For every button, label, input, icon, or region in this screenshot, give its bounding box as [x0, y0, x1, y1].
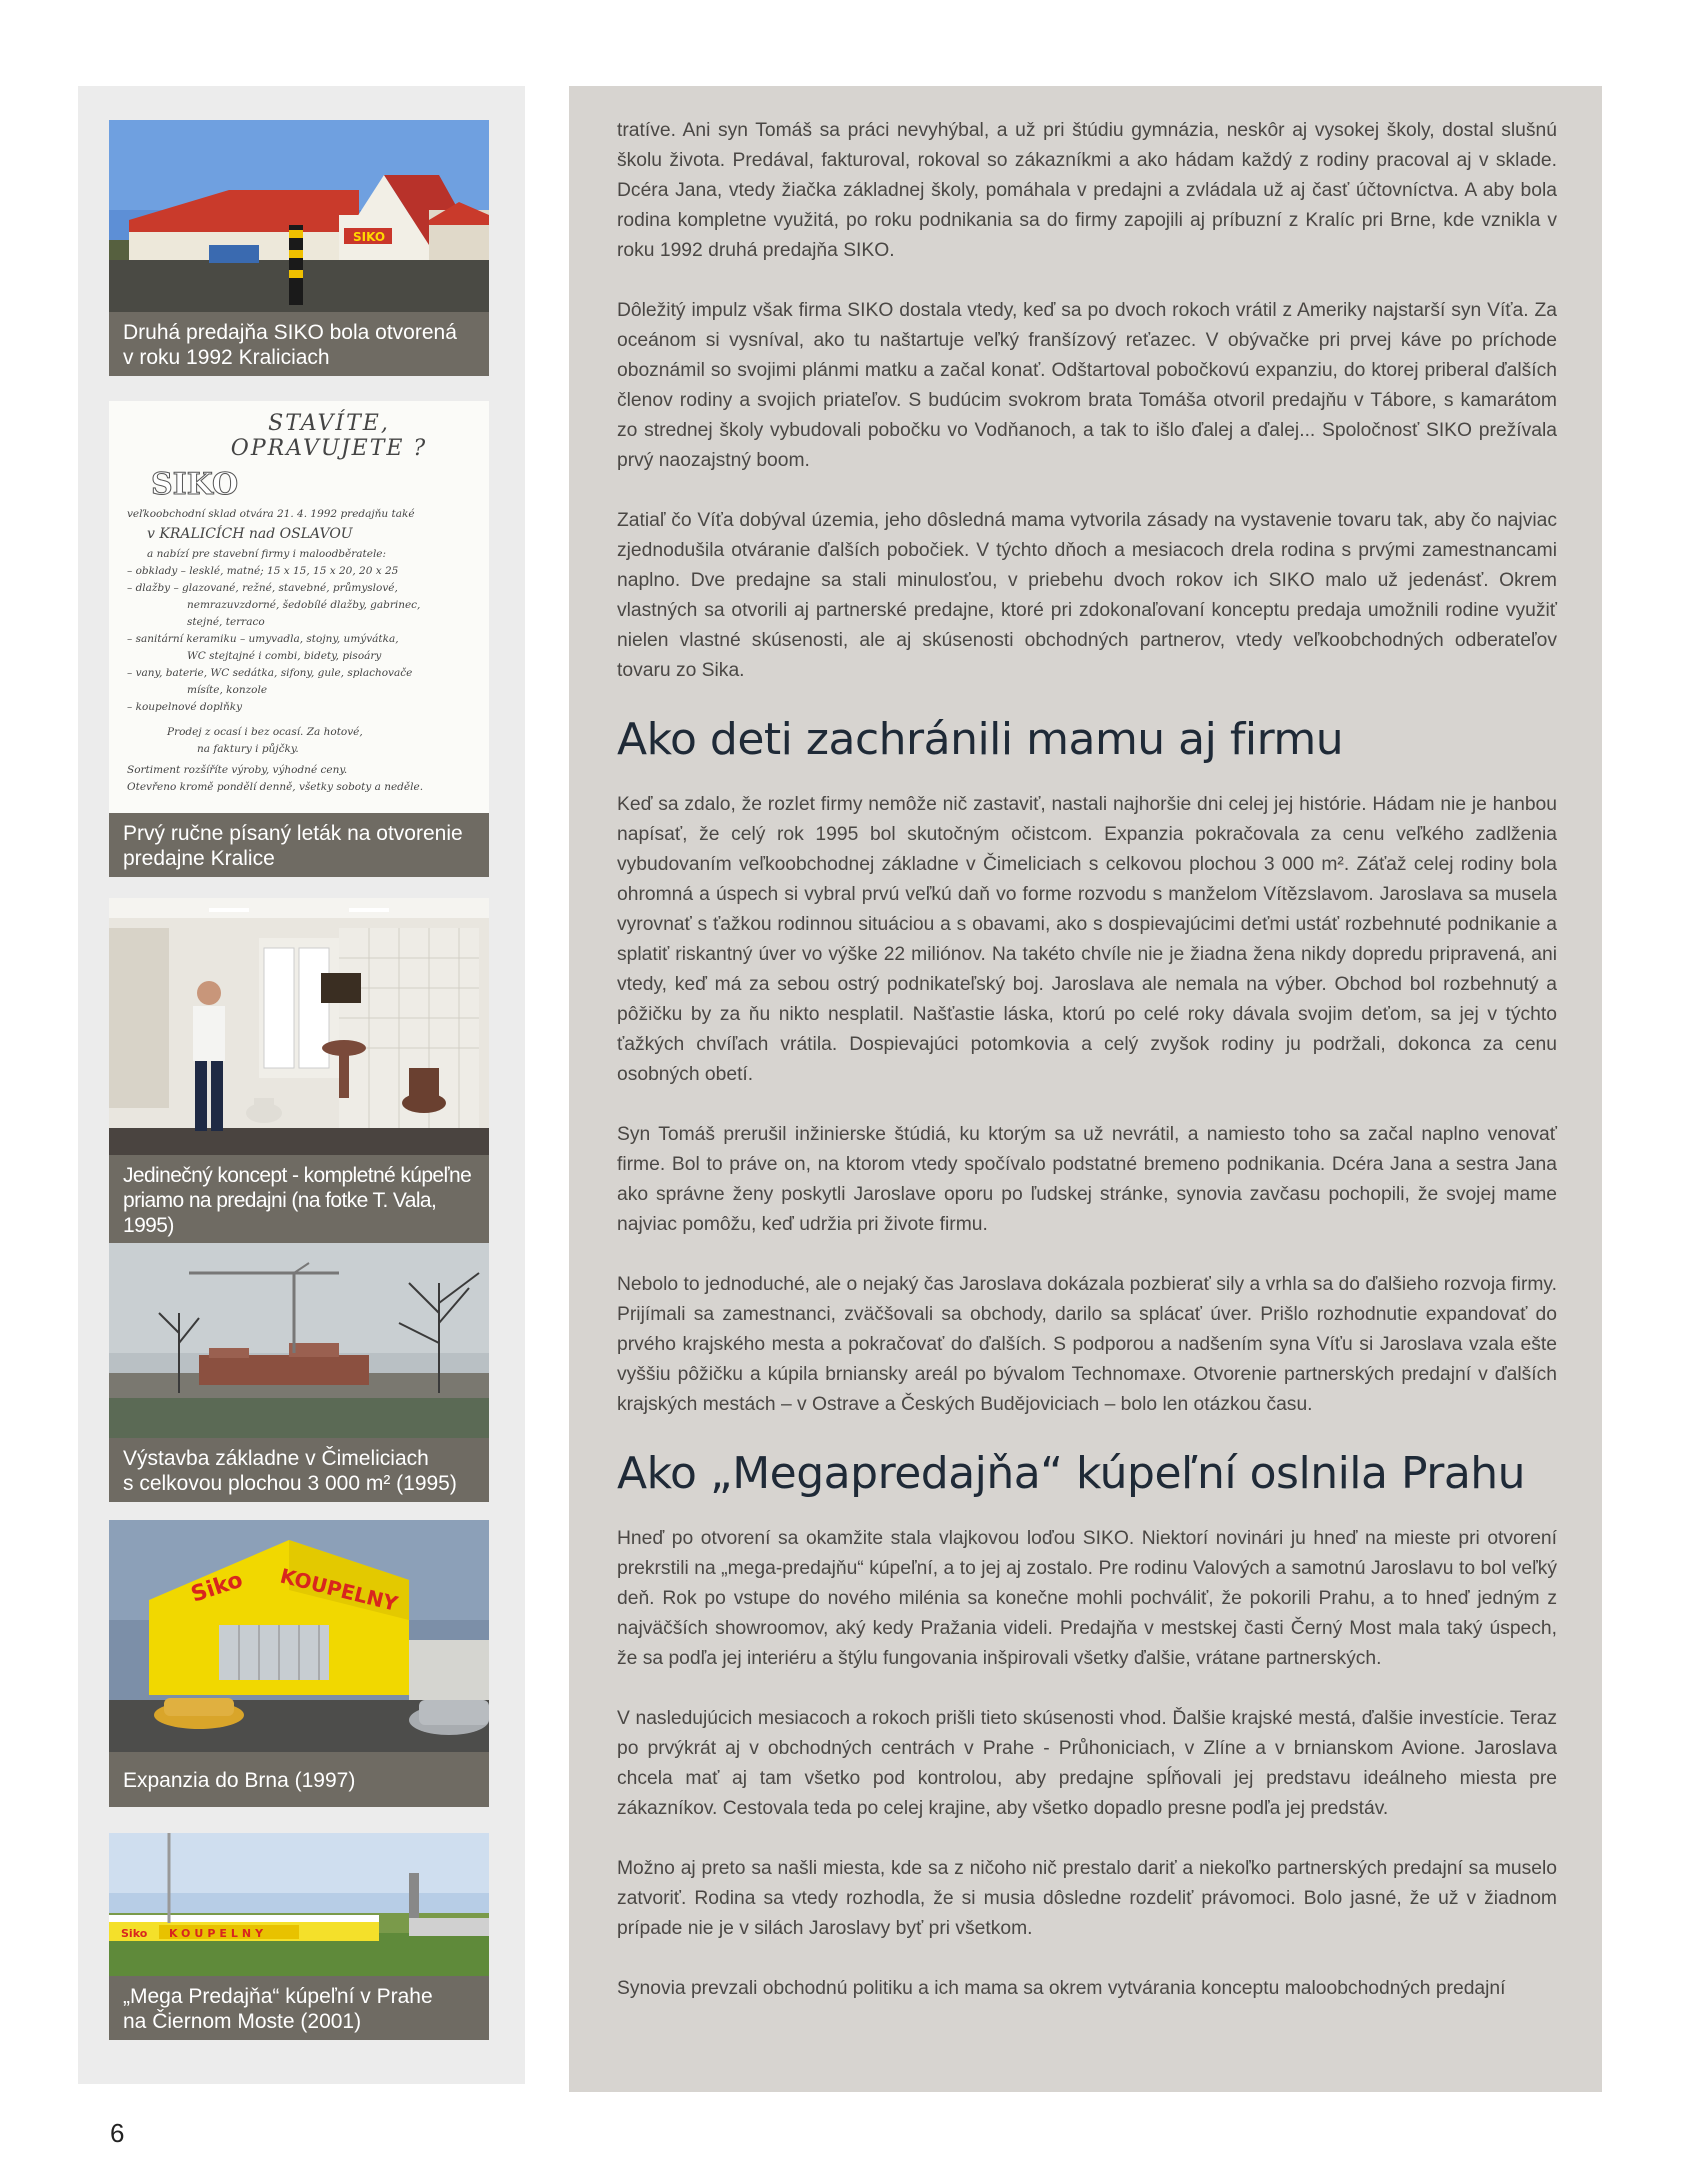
photo-card-kralice-store — [109, 120, 489, 376]
article-paragraph: tratíve. Ani syn Tomáš sa práci nevyhýbal, a už pri štúdiu gymnázia, neskôr aj vysokej školy, dostal slušnú školu života. Predával, fakturoval, rokoval so zákazníkmi a ako hádam každý z rodiny pracoval aj v sklade. Dcéra Jana, vtedy žiačka základnej školy, pomáhala v predajni a zvládala už aj časť účtovníctva. A aby bola rodina kompletne využitá, po roku podnikania sa do firmy zapojili aj príbuzní z Kralíc pri Brne, kde vznikla v roku 1992 druhá predajňa SIKO. — [617, 120, 1557, 261]
leaflet-logo: SIKO — [151, 467, 239, 502]
photo-card-leaflet — [109, 401, 489, 877]
section-heading: Ako „Megapredajňa“ kúpeľní oslnila Prahu — [617, 1448, 1526, 1499]
construction-site-photo — [109, 1243, 489, 1438]
photo-caption: Výstavba základne v Čimeliciach s celkovou plochou 3 000 m² (1995) — [109, 1438, 489, 1502]
store-building-photo — [109, 120, 489, 312]
article-paragraph: Hneď po otvorení sa okamžite stala vlajkovou loďou SIKO. Niektorí novinári ju hneď na mieste pri otvorení prekrstili na „mega-predajňu“ kúpeľní, a to jej aj zostalo. Pre rodinu Valových a samotnú Jaroslavu to bol veľký deň. Rok po vstupe do nového milénia sa konečne mohli pochváliť, že pokorili Prahu, a to hneď jedným z najväčších showroomov, aký kedy Pražania videli. Predajňa v mestskej časti Černý Most mala taký úspech, že sa podľa jej interiéru a štýlu fungovania inšpirovali všetky ďalšie, vrátane partnerských. — [617, 1528, 1557, 1669]
bathroom-showroom-photo — [109, 898, 489, 1155]
handwritten-leaflet-photo: STAVÍTE, OPRAVUJETE ? SIKO veľkoobchodní sklad otvára 21. 4. 1992 predajňu také v KRALICÍCH nad OSLAVOU a nabízí pre stavební firmy i maloodběratele: – obklady – lesklé, matné; 15 x 15, 15 x 20, 20 x 25 – dlažby – glazované, režné, stavebné, průmyslové, nemrazuvzdorné, šedobílé dlažby, gabrinec, stejné, terraco – sanitární keramiku – umyvadla, stojny, umývátka, WC stejtajné i combi, bidety, pisoáry – vany, baterie, WC sedátka, sifony, gule, splachovače mísíte, konzole – koupelnové doplňky Prodej z ocasí i bez ocasí. Za hotové, na faktury i půjčky. Sortiment rozšíříte výroby, výhodné ceny. Otevřeno kromě pondělí denně, všetky soboty a neděle. — [109, 401, 489, 813]
article-paragraph: Syn Tomáš prerušil inžinierske štúdiá, ku ktorým sa už nevrátil, a namiesto toho sa začal naplno venovať firme. Bol to práve on, na ktorom vtedy spočívalo podstatné bremeno podnikania. Dcéra Jana a sestra Jana ako správne ženy poskytli Jaroslave oporu po ľudskej stránke, synovia zavčasu pochopili, že svojej mame najviac pomôžu, keď udržia pri živote firmu. — [617, 1124, 1557, 1235]
photo-caption: Expanzia do Brna (1997) — [109, 1752, 489, 1807]
photo-caption: Druhá predajňa SIKO bola otvorená v roku 1992 Kraliciach — [109, 312, 489, 376]
yellow-koupelny-store-photo — [109, 1520, 489, 1752]
article-column — [617, 116, 1557, 2034]
siko-sign-text: Siko — [121, 1927, 148, 1940]
photo-caption: Prvý ručne písaný leták na otvorenie predajne Kralice — [109, 813, 489, 877]
leaflet-title: STAVÍTE, OPRAVUJETE ? — [230, 411, 428, 461]
siko-sign-text: SIKO — [353, 230, 386, 244]
photo-card-construction — [109, 1243, 489, 1502]
photo-caption: Jedinečný koncept - kompletné kúpeľne priamo na predajni (na fotke T. Vala, 1995) — [109, 1155, 489, 1244]
article-paragraph: Nebolo to jednoduché, ale o nejaký čas Jaroslava dokázala pozbierať sily a vrhla sa do ďalšieho rozvoja firmy. Prijímali sa zamestnanci, zväčšovali sa obchody, darilo sa splácať úver. Prišlo rozhodnutie expandovať do prvého krajského mesta a pokračovať do ďalších. S podporou a nadšením syna Víťu si Jaroslava vzala ešte vyššiu pôžičku a kúpila brniansky areál po bývalom Technomaxe. Otvorenie partnerských predajní v ďalších krajských mestách – v Ostrave a Českých Budějoviciach – bolo len otázkou času. — [617, 1274, 1557, 1415]
koupelny-sign-text: KOUPELNY — [169, 1927, 268, 1940]
photo-sidebar — [78, 86, 525, 2084]
page-number: 6 — [110, 2118, 125, 2148]
photo-card-showroom — [109, 898, 489, 1244]
koupelny-sign-text: KOUPELNY — [277, 1563, 401, 1616]
section-heading: Ako deti zachránili mamu aj firmu — [617, 714, 1344, 765]
photo-caption: „Mega Predajňa“ kúpeľní v Prahe na Čiernom Moste (2001) — [109, 1976, 489, 2040]
article-paragraph: V nasledujúcich mesiacoch a rokoch prišli tieto skúsenosti vhod. Ďalšie krajské mestá, ďalšie investície. Teraz po prvýkrát aj v obchodných centrách v Prahe - Průhoniciach, v Zlíne a v brnianskom Avione. Jaroslava chcela mať aj tam všetko pod kontrolou, aby predajne spĺňovali jej predstavu ideálneho miesta pre zákazníkov. Cestovala teda po celej krajine, aby všetko dopadlo presne podľa jej predstáv. — [617, 1708, 1557, 1819]
article-paragraph: Možno aj preto sa našli miesta, kde sa z ničoho nič prestalo dariť a niekoľko partnerských predajní sa muselo zatvoriť. Rodina sa vtedy rozhodla, že si musia dôsledne rozdeliť právomoci. Bolo jasné, že už v žiadnom prípade nie je v silách Jaroslavy byť pri všetkom. — [617, 1858, 1557, 1939]
siko-sign-text: Siko — [188, 1567, 246, 1608]
article-paragraph: Dôležitý impulz však firma SIKO dostala vtedy, keď sa po dvoch rokoch vrátil z Ameriky najstarší syn Víťa. Za oceánom si vysníval, ako tu naštartuje veľký franšízový reťazec. V obývačke pri prvej káve po príchode oboznámil so svojimi plánmi matku a začal konať. Odštartoval pobočkovú expanziu, do ktorej priberal ďalších členov rodiny a svojich priateľov. S budúcim svokrom brata Tomáša otvoril predajňu v Tábore, s kamarátom zo strednej školy vybudovali pobočku vo Vodňanoch, a tak to išlo ďalej a ďalej... Spoločnosť SIKO prežívala prvý naozajstný boom. — [617, 300, 1557, 471]
photo-card-brno — [109, 1520, 489, 1807]
article-paragraph: Synovia prevzali obchodnú politiku a ich mama sa okrem vytvárania konceptu maloobchodných predajní — [617, 1978, 1506, 1999]
article-panel — [569, 86, 1602, 2092]
photo-card-prague — [109, 1833, 489, 2040]
mega-store-prague-photo — [109, 1833, 489, 1976]
article-paragraph: Keď sa zdalo, že rozlet firmy nemôže nič zastaviť, nastali najhoršie dni celej jej histórie. Hádam nie je hanbou napísať, že celý rok 1995 bol skutočným očistcom. Expanzia pokračovala za cenu veľkého zadlženia vybudovaním veľkoobchodnej základne v Čimeliciach s celkovou plochou 3 000 m². Záťaž celej rodiny bola ohromná a úspech si vybral prvú veľkú daň vo forme rozvodu s manželom Vítězslavom. Jaroslava sa musela vyrovnať s ťažkou rodinnou situáciou a s obavami, ako s dospievajúcimi deťmi ustáť rozbehnuté podnikanie a splatiť riskantný úver vo výške 22 miliónov. Na takéto chvíle nie je žiadna žena nikdy dopredu pripravená, ani vtedy, keď má za sebou ostrý podnikateľský boj. Jaroslava ale nemala na výber. Obchod bol rozbehnutý a pôžičku by za ňu nikto nesplatil. Našťastie láska, ktorú po celé roky dávala svojim deťom, sa jej v týchto ťažkých chvíľach vrátila. Dospievajúci potomkovia a celý zvyšok rodiny ju podržali, dokonca za cenu osobných obetí. — [617, 794, 1557, 1085]
article-paragraph: Zatiaľ čo Víťa dobýval územia, jeho dôsledná mama vytvorila zásady na vystavenie tovaru tak, aby čo najviac zjednodušila otváranie ďalších pobočiek. V týchto dňoch a mesiacoch drela rodina s prvými zamestnancami naplno. Dve predajne sa stali minulosťou, v priebehu dvoch rokov ich SIKO malo už jedenásť. Okrem vlastných sa otvorili aj partnerské predajne, ktoré pri zdokonaľovaní konceptu predaja umožnili rodine využiť nielen vlastné skúsenosti, ale aj skúsenosti obchodných partnerov, vtedy veľkoobchodných odberateľov tovaru zo Sika. — [617, 510, 1557, 681]
